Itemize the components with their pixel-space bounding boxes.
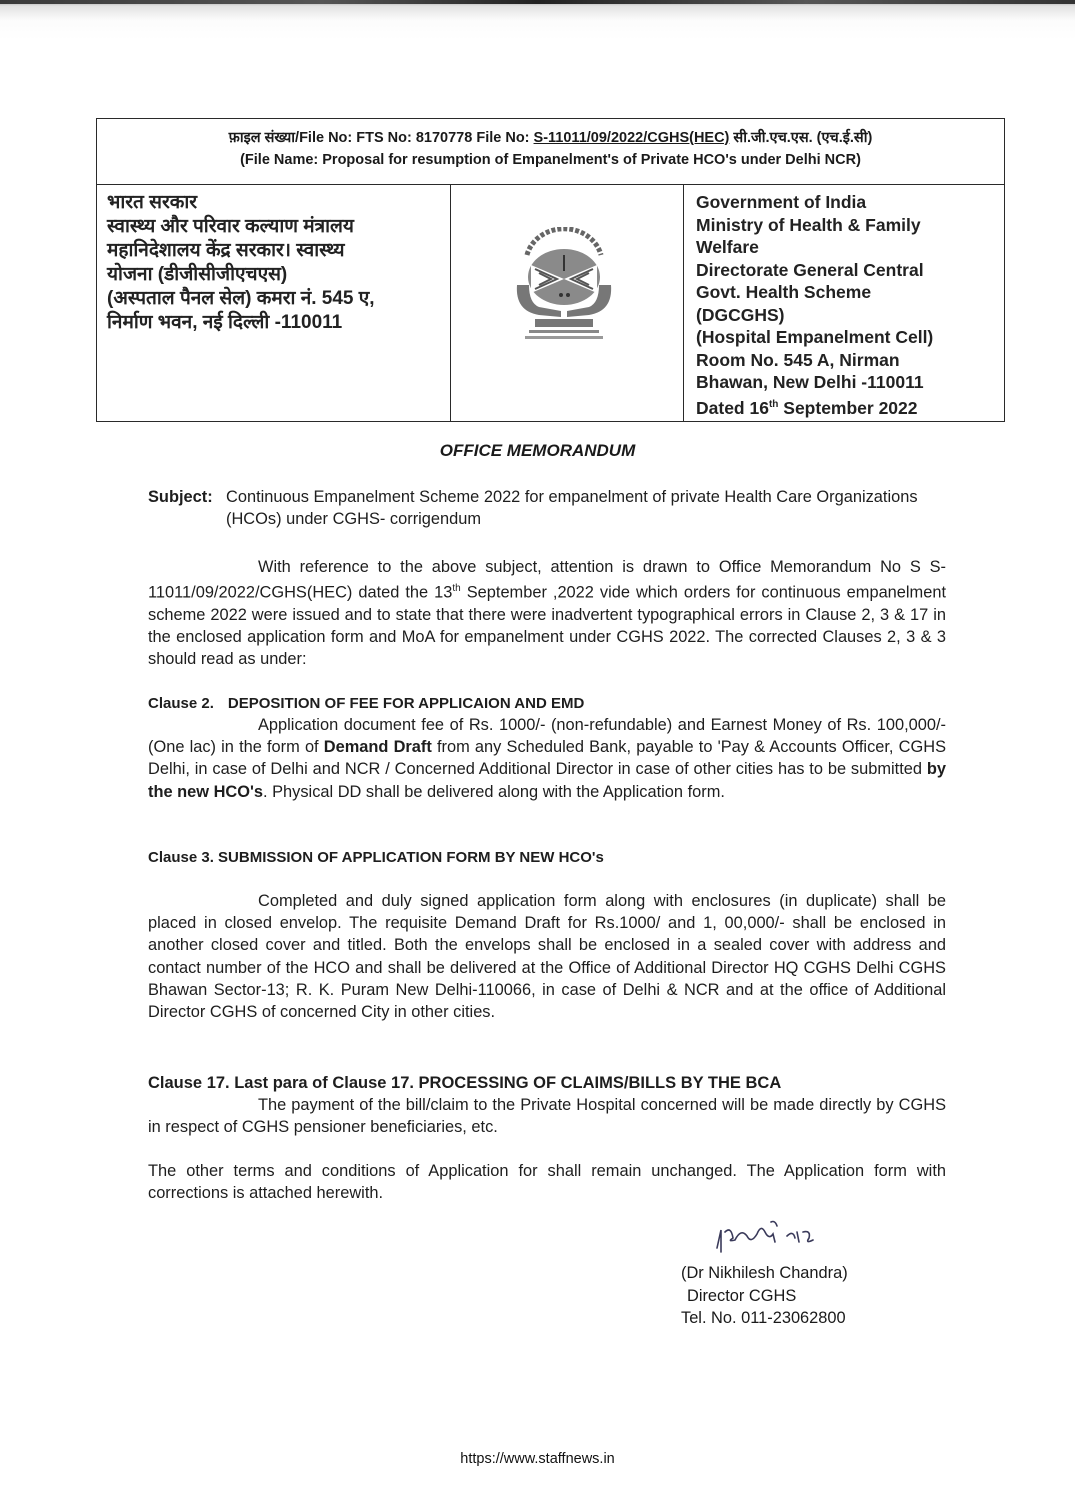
signatory-phone: Tel. No. 011-23062800 bbox=[681, 1309, 846, 1327]
clause-2-bold-2: by the new HCO's bbox=[148, 760, 946, 801]
english-address-line: (DGCGHS) bbox=[696, 304, 785, 325]
closing-paragraph: The other terms and conditions of Application for shall remain unchanged. The Application form with corrections is attached herewith. bbox=[148, 1162, 946, 1203]
english-address-line: Directorate General Central bbox=[696, 259, 924, 280]
letterhead-table bbox=[96, 118, 1005, 422]
clause-3-body: Completed and duly signed application form along with enclosures (in duplicate) shall be placed in closed envelop. The requisite Demand Draft for Rs.1000/ and 1, 00,000/- shall be enclosed in another closed cover and titled. Both the envelops shall be enclosed in a sealed cover with address and contact number of the HCO and shall be delivered at the Office of Additional Director HQ CGHS Delhi CGHS Bhawan Sector-13; R. K. Puram New Delhi-110066, in case of Delhi & NCR and at the office of Additional Director CGHS of concerned City in other cities. bbox=[148, 892, 946, 1022]
file-number-line bbox=[97, 127, 1004, 149]
clause-2-title: DEPOSITION OF FEE FOR APPLICAION AND EMD bbox=[227, 695, 585, 712]
intro-paragraph bbox=[148, 556, 946, 670]
file-number-suffix: सी.जी.एच.एस. (एच.ई.सी) bbox=[729, 130, 873, 146]
clause-2-text-1: Application document fee of Rs. 1000/- (non-refundable) and Earnest Money of Rs. 100,000/-(One lac) in the form of bbox=[148, 716, 946, 757]
hindi-address-line: योजना (डीजीसीजीएचएस) bbox=[107, 264, 288, 285]
english-address-line: (Hospital Empanelment Cell) bbox=[696, 327, 934, 347]
signatory-name: (Dr Nikhilesh Chandra) bbox=[681, 1264, 848, 1282]
hindi-address-cell bbox=[97, 185, 451, 421]
dated-sup: th bbox=[768, 398, 779, 410]
hindi-address-line: स्वास्थ्य और परिवार कल्याण मंत्रालय bbox=[107, 216, 354, 237]
english-address-line: Government of India bbox=[696, 192, 867, 212]
english-address-line: Room No. 545 A, Nirman bbox=[696, 349, 900, 370]
clause-2-text-3: . Physical DD shall be delivered along with the Application form. bbox=[263, 782, 725, 801]
clause-2-text-2: from any Scheduled Bank, payable to 'Pay & Accounts Officer, CGHS Delhi, in case of Delhi and NCR / Concerned Additional Director in case of other cities has to be submitted bbox=[148, 738, 946, 779]
clause-2-body bbox=[148, 714, 946, 803]
file-number-row bbox=[97, 119, 1004, 185]
clause-2-label: Clause 2. bbox=[148, 695, 214, 712]
clause-3-heading: Clause 3. SUBMISSION OF APPLICATION FORM BY NEW HCO's bbox=[148, 849, 604, 866]
clause-2-bold-1: Demand Draft bbox=[323, 738, 432, 757]
subject-label: Subject: bbox=[148, 488, 213, 506]
subject-text: Continuous Empanelment Scheme 2022 for empanelment of private Health Care Organizations (HCOs) under CGHS- corrigendum bbox=[226, 488, 918, 529]
signature-block bbox=[681, 1218, 848, 1330]
dated-suffix: September 2022 bbox=[778, 397, 918, 418]
file-name: (File Name: Proposal for resumption of Empanelment's of Private HCO's under Delhi NCR) bbox=[240, 152, 861, 168]
hindi-address-line: महानिदेशालय केंद्र सरकार। स्वास्थ्य bbox=[107, 240, 345, 261]
clause-17-body: The payment of the bill/claim to the Private Hospital concerned will be made directly by CGHS in respect of CGHS pensioner beneficiaries, etc. bbox=[148, 1096, 946, 1137]
letterhead-info-row bbox=[97, 185, 1004, 421]
english-address-line: Bhawan, New Delhi -110011 bbox=[696, 372, 924, 392]
footer-url-link[interactable]: https://www.staffnews.in bbox=[460, 1451, 615, 1467]
logo-cell bbox=[451, 185, 684, 421]
clause-17-heading: Clause 17. Last para of Clause 17. PROCESSING OF CLAIMS/BILLS BY THE BCA bbox=[148, 1074, 782, 1092]
english-address-cell bbox=[684, 185, 1004, 421]
english-address-line: Govt. Health Scheme bbox=[696, 282, 872, 302]
english-address-line: Ministry of Health & Family bbox=[696, 214, 921, 235]
english-address-line: Welfare bbox=[696, 237, 759, 257]
clause-2-heading bbox=[148, 693, 946, 715]
memo-title: OFFICE MEMORANDUM bbox=[439, 441, 636, 460]
hindi-address-line: निर्माण भवन, नई दिल्ली -110011 bbox=[107, 312, 343, 333]
hindi-address-line: (अस्पताल पैनल सेल) कमरा नं. 545 ए, bbox=[107, 288, 375, 309]
hindi-address-line: भारत सरकार bbox=[107, 192, 198, 213]
subject-block bbox=[148, 486, 946, 530]
signature-icon bbox=[713, 1218, 843, 1258]
file-number: S-11011/09/2022/CGHS(HEC) bbox=[533, 130, 730, 146]
cghs-logo-icon bbox=[489, 227, 639, 349]
dated-prefix: Dated 16 bbox=[696, 397, 769, 418]
intro-text-2: September ,2022 vide which orders for continuous empanelment scheme 2022 were issued and to state that there were inadvertent typographical errors in Clause 2, 3 & 17 in the enclosed application form and MoA for empanelment under CGHS 2022. The corrected Clauses 2, 3 & 3 should read as under: bbox=[148, 583, 946, 669]
dated-line bbox=[696, 394, 1004, 419]
signatory-designation: Director CGHS bbox=[687, 1286, 797, 1305]
intro-sup: th bbox=[452, 583, 461, 595]
scan-edge-shadow bbox=[0, 0, 1075, 40]
file-number-prefix: फ़ाइल संख्या/File No: FTS No: 8170778 File No: bbox=[228, 130, 534, 146]
intro-text-1: With reference to the above subject, attention is drawn to Office Memorandum No S S-11011/09/2022/CGHS(HEC) dated the 13 bbox=[148, 558, 946, 602]
